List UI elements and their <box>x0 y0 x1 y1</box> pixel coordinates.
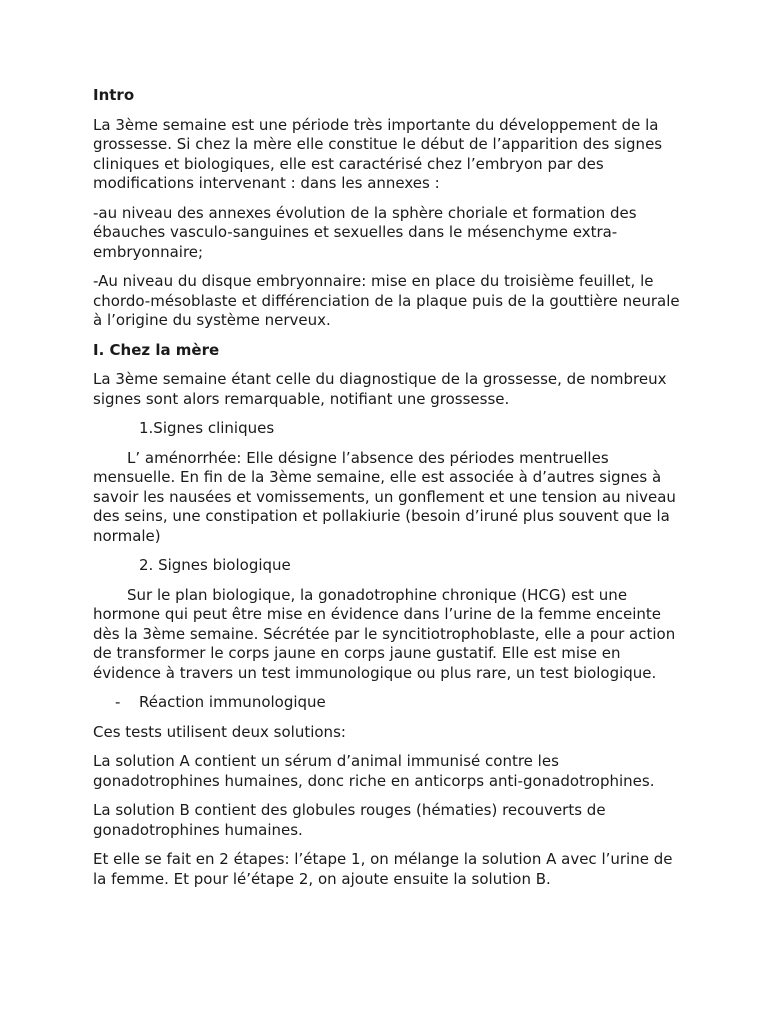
tests-paragraph: Ces tests utilisent deux solutions: <box>93 722 346 741</box>
section-1-paragraph: La 3ème semaine étant celle du diagnostique de la grossesse, de nombreux signes sont alors remarquable, notifiant une grossesse. <box>93 370 667 408</box>
section-1-heading: I. Chez la mère <box>93 340 220 359</box>
solution-b-paragraph: La solution B contient des globules rouges (hématies) recouverts de gonadotrophines humaines. <box>93 801 606 839</box>
list-item <box>93 693 688 713</box>
intro-paragraph-3: -Au niveau du disque embryonnaire: mise en place du troisième feuillet, le chordo-mésoblaste et différenciation de la plaque puis de la gouttière neurale à l’origine du système nerveux. <box>93 272 680 329</box>
subsection-1-title: 1.Signes cliniques <box>139 419 275 437</box>
subsection-1-paragraph: L’ aménorrhée: Elle désigne l’absence des périodes mentruelles mensuelle. En fin de la 3ème semaine, elle est associée à d’autres signes à savoir les nausées et vomissements, un gonflement et une tension au niveau des seins, une constipation et pollakiurie (besoin d’iruné plus souvent que la normale) <box>93 448 676 545</box>
solution-a-paragraph: La solution A contient un sérum d’animal immunisé contre les gonadotrophines humaines, donc riche en anticorps anti-gonadotrophines. <box>93 752 655 790</box>
steps-paragraph: Et elle se fait en 2 étapes: l’étape 1, on mélange la solution A avec l’urine de la femme. Et pour lé’étape 2, on ajoute ensuite la solution B. <box>93 850 673 888</box>
subsection-2-title: 2. Signes biologique <box>139 556 291 574</box>
list-item-label: Réaction immunologique <box>139 693 326 711</box>
subsection-2-paragraph: Sur le plan biologique, la gonadotrophine chronique (HCG) est une hormone qui peut être mise en évidence dans l’urine de la femme enceinte dès la 3ème semaine. Sécrétée par le syncitiotrophoblaste, elle a pour action de transformer le corps jaune en corps jaune gustatif. Elle est mise en évidence à travers un test immunologique ou plus rare, un test biologique. <box>93 585 676 682</box>
intro-paragraph-1: La 3ème semaine est une période très importante du développement de la grossesse. Si chez la mère elle constitue le début de l’apparition des signes cliniques et biologiques, elle est caractérisé chez l’embryon par des modifications intervenant : dans les annexes : <box>93 115 663 192</box>
intro-paragraph-2: -au niveau des annexes évolution de la sphère choriale et formation des ébauches vasculo-sanguines et sexuelles dans le mésenchyme extra-embryonnaire; <box>93 203 637 261</box>
intro-heading: Intro <box>93 86 135 104</box>
list-dash: - <box>115 693 121 711</box>
